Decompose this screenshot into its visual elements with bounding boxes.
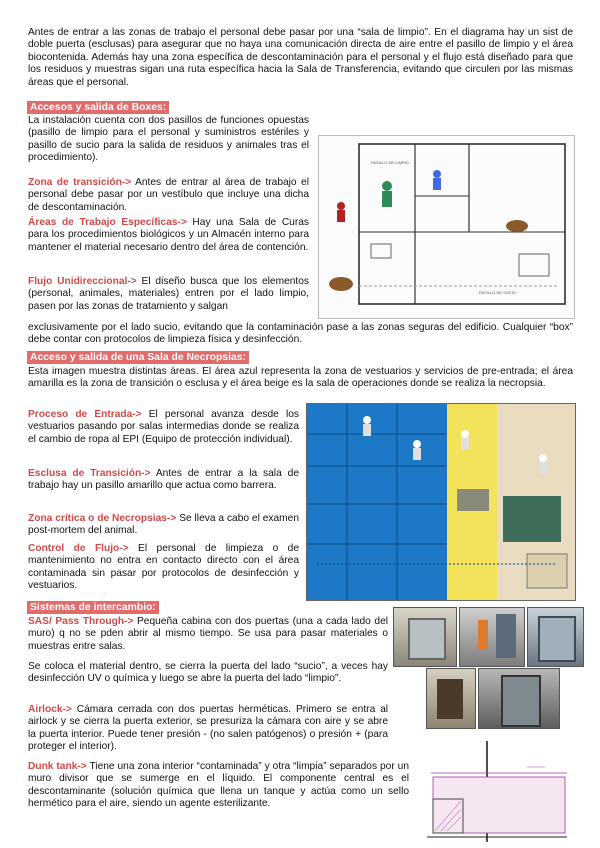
- necropsy-lead: Esta imagen muestra distintas áreas. El área azul representa la zona de vestuarios y servicios de pre-entrada; el área amarilla es la zona de transición o esclusa y el área beige es la sala de operaciones donde se realiza la necropsia.: [28, 366, 573, 390]
- keyword-transition-lock: Esclusa de Transición->: [28, 468, 151, 479]
- boxes-p3: Áreas de Trabajo Específicas-> Hay una Sala de Curas para los procedimientos biológicos y un Almacén interno para mantener el material necesario dentro del área de contención.: [28, 217, 309, 253]
- boxes-p1: La instalación cuenta con dos pasillos de funciones opuestas (pasillo de limpio para el personal y suministros estériles y pasillo de sucio para la salida de residuos y animales tras el procedimiento).: [28, 115, 309, 164]
- section-title-necropsy: Acceso y salida de una Sala de Necropsias:: [27, 351, 249, 364]
- airlock-photo-1: [459, 607, 525, 667]
- necropsy-p4: Control de Flujo-> El personal de limpieza o de mantenimiento no entra en contacto directo con el área contaminada sin pasar por protocolos de desinfección y vestuarios.: [28, 543, 299, 592]
- exchange-p3: Dunk tank-> Tiene una zona interior “contaminada” y otra “limpia” separados por un muro divisor que se sumerge en el líquido. El componente central es el descontaminante (solución química que llena un tanque y actúa como un sello hermético para el aire, siendo un agente esterilizante.: [28, 761, 409, 810]
- keyword-work-areas: Áreas de Trabajo Específicas->: [28, 217, 187, 228]
- boxes-p4-continued: exclusivamente por el lado sucio, evitando que la contaminación pase a las zonas seguras del edificio. Cualquier “box” debe contar con protocolos de limpieza física y desinfección.: [28, 322, 573, 346]
- airlock-photo-4: [478, 668, 560, 729]
- boxes-p2: Zona de transición-> Antes de entrar al área de trabajo el personal debe pasar por un vestíbulo que incluye una dicha de descontaminación.: [28, 177, 309, 213]
- exchange-p2: Airlock-> Cámara cerrada con dos puertas herméticas. Primero se entra al airlock y se cierra la puerta exterior, se presuriza la cámara con aire y se abre la puerta interior. Puede tener presión - (no salen patógenos) o presión + (para proteger el interior).: [28, 704, 388, 753]
- keyword-critical-zone: Zona crítica o de Necropsias->: [28, 513, 177, 524]
- airlock-photo-3: [426, 668, 476, 729]
- necropsy-p2: Esclusa de Transición-> Antes de entrar a la sala de trabajo hay un pasillo amarillo que actua como barrera.: [28, 468, 299, 492]
- keyword-pass-through: SAS/ Pass Through->: [28, 616, 134, 627]
- svg-text:PASILLO DE SUCIO: PASILLO DE SUCIO: [479, 290, 516, 295]
- exchange-p1b: Se coloca el material dentro, se cierra la puerta del lado “sucio”, a veces hay desinfección UV o química y luego se abre la puerta del lado “limpio”.: [28, 661, 388, 685]
- dunk-tank-diagram: [417, 737, 575, 842]
- section-title-exchange: Sistemas de intercambio:: [27, 601, 159, 614]
- necropsy-p3: Zona crítica o de Necropsias-> Se lleva a cabo el examen post-mortem del animal.: [28, 513, 299, 537]
- boxes-floorplan-figure: [318, 135, 575, 319]
- pass-through-photo: [393, 607, 457, 667]
- svg-text:PASILLO DE LIMPIO: PASILLO DE LIMPIO: [371, 160, 409, 165]
- airlock-photo-2: [527, 607, 584, 667]
- keyword-unidirectional-flow: Flujo Unidireccional->: [28, 276, 137, 287]
- keyword-flow-control: Control de Flujo->: [28, 543, 129, 554]
- necropsy-p1: Proceso de Entrada-> El personal avanza desde los vestuarios pasando por salas intermedias donde se realiza el cambio de ropa al EPI (Equipo de protección individual).: [28, 409, 299, 445]
- exchange-p1: SAS/ Pass Through-> Pequeña cabina con dos puertas (una a cada lado del muro) q no se pden abrir al mismo tiempo. Se usa para pasar materiales o muestras entre salas.: [28, 616, 388, 652]
- intro-paragraph: Antes de entrar a las zonas de trabajo el personal debe pasar por una “sala de limpio”. En el diagrama hay un sist de doble puerta (esclusas) para asegurar que no haya una comunicación directa de aire entre el pasillo de limpio y el área biocontenida. Además hay una zona específica de descontaminación para el personal y el flujo está diseñado para que los residuos y muestras sigan una ruta específica hacia la Sala de Transferencia, evitando que circulen por las mismas áreas que el personal.: [28, 27, 573, 88]
- keyword-entry-process: Proceso de Entrada->: [28, 409, 142, 420]
- necropsy-floorplan-figure: [306, 403, 576, 601]
- floorplan-drawing: [319, 136, 574, 318]
- dunk-tank-drawing: [417, 737, 575, 842]
- boxes-p4: Flujo Unidireccional-> El diseño busca que los elementos (personal, animales, materiales) entren por el lado limpio, pasen por las zonas de tratamiento y salgan: [28, 276, 309, 312]
- section-title-boxes: Accesos y salida de Boxes:: [27, 101, 169, 114]
- keyword-dunk-tank: Dunk tank->: [28, 761, 87, 772]
- keyword-transition-zone: Zona de transición->: [28, 177, 132, 188]
- necropsy-drawing: [307, 404, 575, 600]
- keyword-airlock: Airlock->: [28, 704, 72, 715]
